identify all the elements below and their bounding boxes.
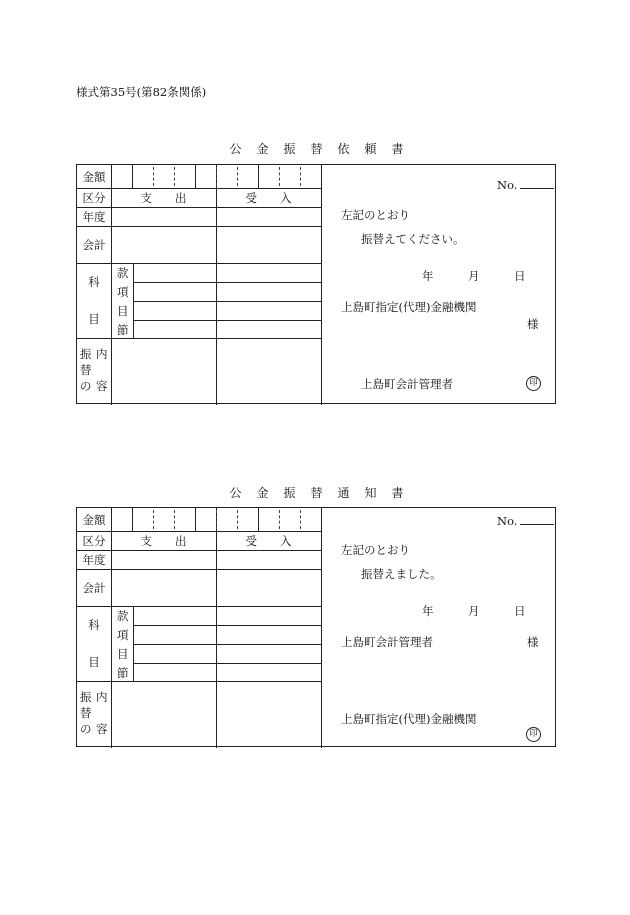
sama-honorific: 様: [527, 317, 539, 331]
category-label-moku: 目: [88, 655, 100, 669]
content-label-kae: 替: [80, 706, 92, 720]
amount-digit-divider: [195, 165, 196, 188]
number-field: No.: [497, 514, 554, 528]
divider: [133, 282, 321, 283]
amount-digit-dash: [300, 510, 301, 529]
divider: [77, 550, 321, 551]
seal-icon: 印: [526, 727, 541, 742]
amount-digit-dash: [237, 510, 238, 529]
incoming-label: 受 入: [245, 191, 292, 205]
divider: [133, 320, 321, 321]
amount-digit-dash: [216, 167, 217, 186]
divider: [321, 508, 322, 748]
divider: [77, 338, 321, 339]
amount-digit-dash: [237, 167, 238, 186]
content-label-you: 容: [96, 379, 108, 393]
account-label: 会計: [82, 581, 106, 595]
form1-title: 公金振替依頼書: [229, 142, 419, 156]
fiscal-year-label: 年度: [82, 553, 106, 567]
kan-label: 款: [117, 609, 129, 623]
division-label: 区分: [82, 191, 106, 205]
divider: [321, 165, 322, 405]
content-label-no: の: [80, 379, 92, 393]
message: 振替えてください。: [361, 232, 465, 246]
outgoing-label: 支 出: [140, 534, 187, 548]
category-label-ka: 科: [88, 618, 100, 632]
divider: [77, 531, 321, 532]
addressee: 上島町会計管理者: [341, 635, 433, 649]
amount-digit-dash: [300, 167, 301, 186]
amount-digit-dash: [174, 510, 175, 529]
category-label-moku: 目: [88, 312, 100, 326]
form1-box: [76, 164, 556, 404]
divider: [133, 663, 321, 664]
form-reference: 様式第35号(第82条関係): [76, 85, 207, 99]
left-note: 左記のとおり: [341, 543, 410, 557]
addressee: 上島町指定(代理)金融機関: [341, 300, 477, 314]
form2-box: [76, 507, 556, 747]
amount-digit-dash: [153, 167, 154, 186]
division-label: 区分: [82, 534, 106, 548]
left-note: 左記のとおり: [341, 208, 410, 222]
kou-label: 項: [117, 285, 129, 299]
setsu-label: 節: [117, 323, 129, 337]
amount-digit-dash: [279, 167, 280, 186]
content-label-nai: 内: [96, 347, 108, 361]
amount-label: 金額: [82, 513, 106, 527]
moku-label: 目: [117, 304, 129, 318]
content-label-furi: 振: [80, 347, 92, 361]
divider: [133, 644, 321, 645]
amount-digit-divider: [258, 508, 259, 531]
amount-label: 金額: [82, 170, 106, 184]
account-label: 会計: [82, 238, 106, 252]
date: 年 月 日: [422, 604, 526, 618]
content-label-furi: 振: [80, 690, 92, 704]
sender: 上島町会計管理者: [361, 377, 453, 391]
kou-label: 項: [117, 628, 129, 642]
amount-digit-dash: [174, 167, 175, 186]
form2-title: 公金振替通知書: [229, 486, 419, 500]
divider: [77, 263, 321, 264]
setsu-label: 節: [117, 666, 129, 680]
seal-icon: 印: [526, 376, 541, 391]
amount-digit-divider: [195, 508, 196, 531]
sama-honorific: 様: [527, 635, 539, 649]
amount-digit-dash: [216, 510, 217, 529]
content-label-no: の: [80, 722, 92, 736]
incoming-label: 受 入: [245, 534, 292, 548]
moku-label: 目: [117, 647, 129, 661]
divider: [133, 625, 321, 626]
amount-digit-divider: [132, 508, 133, 531]
divider: [77, 226, 321, 227]
amount-digit-divider: [258, 165, 259, 188]
divider: [133, 301, 321, 302]
kan-label: 款: [117, 266, 129, 280]
message: 振替えました。: [361, 567, 442, 581]
amount-digit-dash: [279, 510, 280, 529]
divider: [77, 681, 321, 682]
number-field: No.: [497, 178, 554, 192]
category-label-ka: 科: [88, 275, 100, 289]
amount-digit-divider: [132, 165, 133, 188]
content-label-nai: 内: [96, 690, 108, 704]
content-label-you: 容: [96, 722, 108, 736]
amount-digit-dash: [153, 510, 154, 529]
fiscal-year-label: 年度: [82, 210, 106, 224]
divider: [77, 207, 321, 208]
divider: [77, 569, 321, 570]
sender: 上島町指定(代理)金融機関: [341, 712, 477, 726]
date: 年 月 日: [422, 269, 526, 283]
outgoing-label: 支 出: [140, 191, 187, 205]
divider: [77, 606, 321, 607]
content-label-kae: 替: [80, 363, 92, 377]
divider: [77, 188, 321, 189]
